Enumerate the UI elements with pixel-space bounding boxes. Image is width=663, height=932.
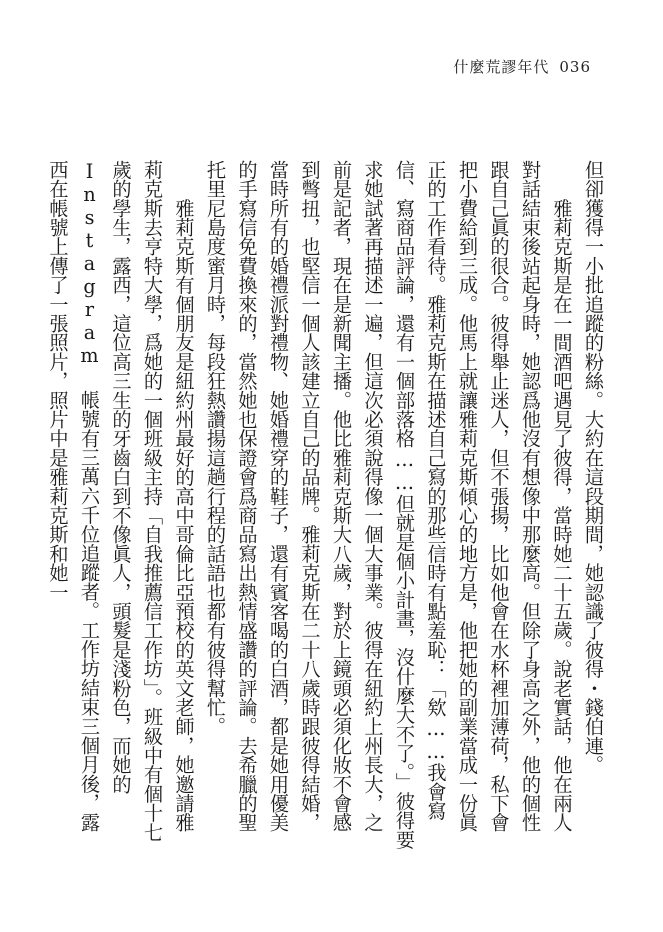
paragraph (200, 160, 578, 850)
page-number: 036 (559, 58, 591, 76)
book-title: 什麼荒謬年代 (453, 58, 550, 76)
paragraph (42, 160, 200, 850)
vertical-body-text (46, 160, 609, 850)
paragraph: 但卻獲得一小批追蹤的粉絲。大約在這段期間，她認識了彼得・錢伯連。 (582, 160, 605, 775)
paragraph-text: 雅莉克斯是在一間酒吧遇見了彼得，當時她二十五歲。說老實話，他在兩人對話結束後站起身時，她認爲他沒有想像中那麼高。但除了身高之外，他的個性跟自己眞的很合。彼得舉止迷人，但不張揚，比如他會在水杯裡加薄荷，私下會把小費給到三成。他馬上就讓雅莉克斯傾心的地方是，他把她的副業當成一份眞正的工作看待。雅莉克斯在描述自己寫的那些信時有點羞恥：「欸……我會寫信、寫商品評論，還有一個部落格……但就是個小計畫，沒什麼大不了。」彼得要求她試著再描述一遍，但這次必須說得像一個大事業。彼得在紐約上州長大，之前是記者，現在是新聞主播。他比雅莉克斯大八歲，對於上鏡頭必須化妝不會感到彆扭，也堅信一個人該建立自己的品牌。雅莉克斯在二十八歲時跟彼得結婚，當時所有的婚禮派對禮物、她婚禮穿的鞋子，還有賓客喝的白酒，都是她用優美的手寫信免費換來的，當然她也保證會爲商品寫出熱情盛讚的評論。去希臘的聖托里尼島度蜜月時，每段狂熱讚揚這趟行程的話語也都有彼得幫忙。 (204, 160, 574, 850)
running-header (453, 56, 591, 77)
paragraph-text: 雅莉克斯有個朋友是紐約州最好的高中哥倫比亞預校的英文老師，她邀請雅莉克斯去亨特大學，爲她的一個班級主持「自我推薦信工作坊」。班級中有個十七歲的學生，露西，這位高三生的牙齒白到不像眞人，頭髮是淺粉色，而她的 Instagram 帳號有三萬六千位追蹤者。工作坊結束三個月後，露西在帳號上傳了一張照片，照片中是雅莉克斯和她一 (46, 160, 196, 842)
